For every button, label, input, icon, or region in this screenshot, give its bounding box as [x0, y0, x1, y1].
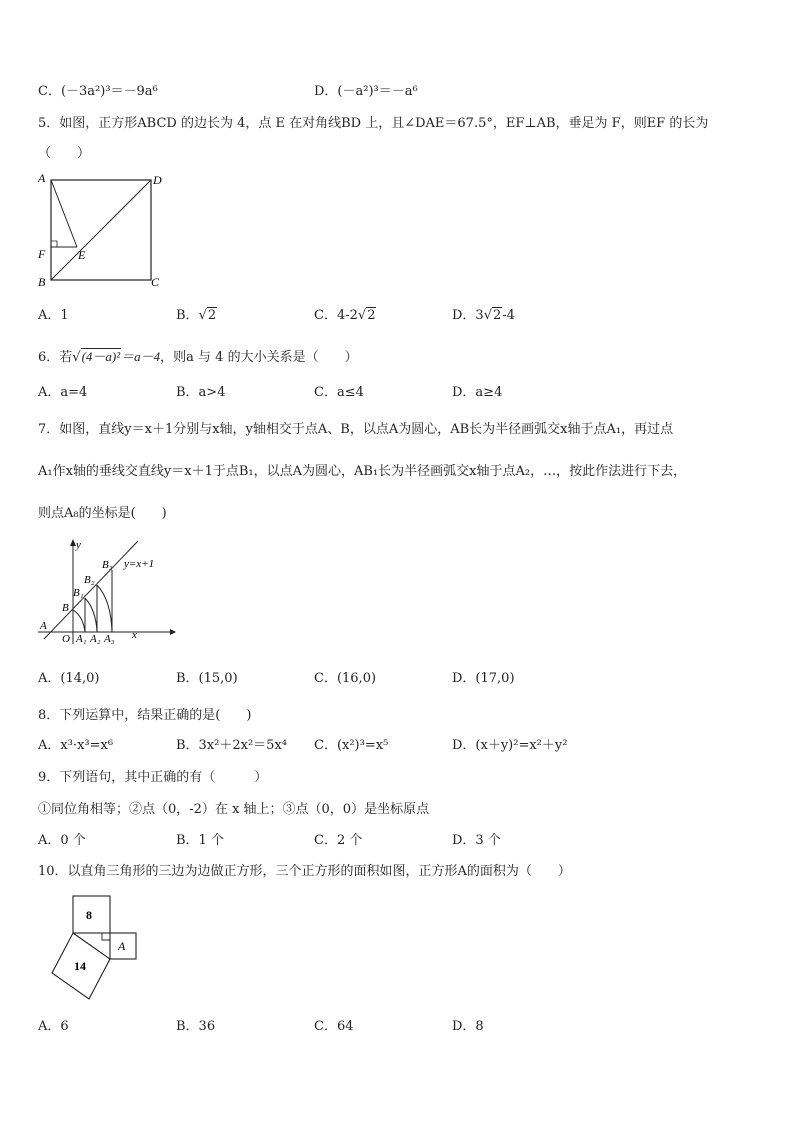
label-top: 8	[86, 908, 92, 922]
label-d: D	[153, 173, 162, 187]
q5-stem-blank: （ ）	[38, 146, 91, 161]
q6-option-b: B．a>4	[176, 385, 226, 400]
radicand: (4－a)²	[81, 349, 121, 364]
sqrt-sign: √	[198, 308, 207, 323]
label-a: A	[40, 620, 47, 632]
q7-option-c: C．(16,0)	[314, 671, 377, 686]
q8-option-b: B．3x²＋2x²＝5x⁴	[176, 738, 287, 753]
arc-3	[97, 585, 112, 632]
q7-option-a: A．(14,0)	[38, 671, 100, 686]
label-a1: A₁	[76, 633, 87, 645]
q7-stem-line1: 7．如图，直线y＝x＋1分别与x轴，y轴相交于点A、B，以点A为圆心，AB长为半径画弧交x轴于点A₁，再过点	[38, 422, 674, 437]
q7-stem-line2: A₁作x轴的垂线交直线y＝x＋1于点B₁，以点A为圆心，AB₁长为半径画弧交x轴于点A₂，…，按此作法进行下去，	[38, 464, 687, 479]
option-prefix: D．3	[452, 308, 484, 323]
q7-stem-line3: 则点A₈的坐标是( )	[38, 506, 167, 521]
q10-stem: 10．以直角三角形的三边为边做正方形，三个正方形的面积如图，正方形A的面积为（ ）	[38, 864, 571, 879]
line-y-x-plus-1	[44, 541, 138, 639]
q5-stem: 5．如图，正方形ABCD 的边长为 4，点 E 在对角线BD 上，且∠DAE＝67.5°，EF⊥AB，垂足为 F，则EF 的长为	[38, 116, 709, 131]
label-a: A	[118, 939, 126, 953]
label-line: y=x+1	[124, 558, 155, 570]
label-x-axis: x	[132, 629, 137, 641]
q10-option-b: B．36	[176, 1019, 216, 1034]
q6-stem	[38, 348, 358, 367]
q5-option-b	[176, 307, 217, 325]
q6-stem-suffix: ，则a 与 4 的大小关系是（ ）	[160, 350, 358, 365]
label-a2: A₂	[90, 633, 101, 645]
q5-option-d	[452, 307, 515, 325]
option-prefix: B．	[176, 308, 199, 323]
option-suffix: -4	[502, 308, 515, 323]
label-b: B	[62, 602, 69, 614]
q9-option-c: C．2 个	[314, 833, 363, 848]
label-b: B	[38, 275, 46, 289]
label-b3: B₃	[102, 559, 113, 571]
radicand: 2	[207, 308, 217, 323]
label-a3: A₃	[104, 633, 115, 645]
label-f: F	[38, 247, 46, 261]
q10-option-d: D．8	[452, 1019, 484, 1034]
radicand: 2	[493, 308, 502, 323]
q10-option-c: C．64	[314, 1019, 354, 1034]
sqrt-sign: √	[483, 308, 492, 323]
q4-option-d: D．(－a²)³＝－a⁶	[314, 84, 418, 99]
arc-2	[85, 598, 97, 632]
sqrt-sign: √	[357, 308, 367, 323]
label-a: A	[38, 171, 46, 185]
q9-statements: ①同位角相等；②点（0，-2）在 x 轴上；③点（0，0）是坐标原点	[38, 802, 430, 817]
q5-option-c	[314, 307, 376, 325]
q9-stem: 9．下列语句，其中正确的有（ ）	[38, 770, 268, 785]
q9-option-a: A．0 个	[38, 833, 86, 848]
q8-option-a: A．x³·x³=x⁶	[38, 738, 114, 753]
q6-option-d: D．a≥4	[452, 385, 503, 400]
q5-figure-square	[34, 170, 164, 290]
q7-figure-arcs	[36, 538, 176, 646]
label-y-axis: y	[76, 539, 81, 551]
label-e: E	[78, 248, 86, 262]
q6-option-a: A．a=4	[38, 385, 88, 400]
radicand: 2	[367, 308, 376, 323]
label-o: O	[62, 633, 70, 645]
label-c: C	[151, 275, 160, 289]
x-axis-arrow	[170, 629, 176, 635]
label-b1: B₁	[73, 587, 84, 599]
q10-option-a: A．6	[38, 1019, 69, 1034]
q6-stem-prefix: 6．若	[38, 350, 73, 365]
label-big: 14	[74, 959, 86, 973]
q8-option-d: D．(x＋y)²=x²＋y²	[452, 738, 568, 753]
q6-option-c: C．a≤4	[314, 385, 364, 400]
option-prefix: C．4-2	[314, 308, 358, 323]
q4-option-c: C．(－3a²)³＝－9a⁶	[38, 84, 158, 99]
right-angle-mark	[51, 241, 57, 247]
q5-option-a: A．1	[38, 308, 69, 323]
segment-ae	[51, 180, 77, 247]
q7-option-b: B．(15,0)	[176, 671, 238, 686]
q9-option-b: B．1 个	[176, 833, 224, 848]
sqrt-sign: √	[72, 350, 81, 365]
q9-option-d: D．3 个	[452, 833, 501, 848]
q7-option-d: D．(17,0)	[452, 671, 515, 686]
q8-stem: 8．下列运算中，结果正确的是( )	[38, 708, 252, 723]
diagonal-bd	[51, 180, 151, 280]
q6-stem-expr: ＝a－4	[121, 349, 161, 364]
right-angle-mark	[102, 933, 110, 940]
arc-1	[73, 610, 85, 632]
label-b2: B₂	[84, 574, 95, 586]
q10-figure-squares	[46, 894, 146, 1006]
q8-option-c: C．(x²)³=x⁵	[314, 738, 389, 753]
